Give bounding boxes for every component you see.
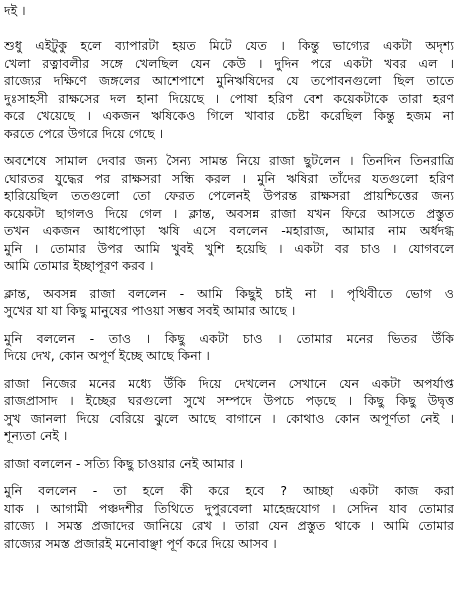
text-line: দই । — [4, 3, 26, 18]
paragraph-7 — [4, 455, 454, 473]
paragraph-gap — [4, 365, 454, 375]
text-line: তখন একজন আধপোড়া ঋষি এসে বললেন -মহারাজ, আমার নাম অর্ধদগ্ধ — [4, 223, 454, 238]
text-line: শূন্যতা নেই । — [4, 428, 68, 443]
text-line: যাক । আগামী পঞ্চদশীর তিথিতে দুপুরবেলা মাহেন্দ্রযোগ । সেদিন যাব তোমার — [4, 500, 454, 516]
text-line: অবশেষে সামাল দেবার জন্য সৈন্য সামন্ত নিয়ে রাজা ছুটলেন । তিনদিন তিনরাত্রি — [4, 153, 454, 168]
text-line: করতে পেরে উগরে দিয়ে গেছে । — [4, 125, 164, 141]
paragraph-4 — [4, 285, 454, 320]
paragraph-3 — [4, 152, 454, 275]
text-line: রাজপ্রাসাদ । ইচ্ছের ঘরগুলো সুখে সম্পদে উপচে পড়ছে । কিছু কিছু উদ্বৃত্ত — [4, 393, 454, 408]
text-line: দিয়ে দেখ, কোন অপূর্ণ ইচ্ছে আছে কিনা । — [4, 348, 210, 363]
text-line: রাজা নিজের মনের মধ্যে উঁকি দিয়ে দেখলেন সেখানে যেন একটা অপর্যাপ্ত — [4, 375, 454, 391]
paragraph-gap — [4, 20, 454, 38]
text-line: আমি তোমার ইচ্ছাপূরণ করব । — [4, 258, 154, 273]
text-line: করে খেয়েছে । একজন ঋষিকেও গিলে খাবার চেষ্টা করেছিল কিন্তু হজম না — [4, 108, 454, 123]
text-line: সুখের যা যা কিছু মানুষের পাওয়া সম্ভব সবই আমার আছে । — [4, 303, 296, 318]
text-line: খেলা রত্নাবলীর সঙ্গে খেলছিল যেন কেউ । দুদিন পরে একটা খবর এল । — [4, 55, 454, 71]
paragraph-5 — [4, 330, 454, 365]
paragraph-gap — [4, 142, 454, 152]
text-line: রাজ্যের সমস্ত প্রজারই মনোবাঞ্ছা পূর্ণ করে দিয়ে আসব । — [4, 535, 277, 551]
paragraph-1 — [4, 2, 454, 20]
text-line: ঘোরতর যুদ্ধের পর রাক্ষসরা সন্ধি করল । মুনি ঋষিরা তাঁদের যতগুলো হরিণ — [4, 170, 454, 186]
document-page — [4, 2, 454, 552]
paragraph-gap — [4, 275, 454, 285]
paragraph-2 — [4, 37, 454, 142]
paragraph-8 — [4, 482, 454, 552]
text-line: মুনি । তোমার উপর আমি খুবই খুশি হয়েছি । একটা বর চাও । যোগবলে — [4, 240, 454, 256]
text-line: রাজ্যে । সমস্ত প্রজাদের জানিয়ে রেখ । তারা যেন প্রস্তুত থাকে । আমি তোমার — [4, 518, 454, 533]
text-line: সুখ জানলা দিয়ে বেরিয়ে ঝুলে আছে বাগানে । কোথাও কোন অপূর্ণতা নেই । — [4, 410, 454, 426]
text-line: মুনি বললেন - তা হলে কী করে হবে ? আচ্ছা একটা কাজ করা — [4, 483, 454, 498]
text-line: শুধু এইটুকু হলে ব্যাপারটা হয়ত মিটে যেত । কিন্তু ভাগ্যের একটা অদৃশ্য — [4, 38, 454, 53]
text-line: ক্লান্ত, অবসন্ন রাজা বললেন - আমি কিছুই চাই না । পৃথিবীতে ভোগ ও — [4, 285, 454, 301]
text-line: কয়েকটা ছাগলও দিয়ে গেল । ক্লান্ত, অবসন্ন রাজা যখন ফিরে আসতে প্রস্তুত — [4, 205, 454, 221]
text-line: দুঃসাহসী রাক্ষসের দল হানা দিয়েছে । পোষা হরিণ বেশ কয়েকটাকে তারা হরণ — [4, 90, 454, 106]
text-line: রাজা বললেন - সত্যি কিছু চাওয়ার নেই আমার । — [4, 455, 244, 471]
paragraph-gap — [4, 472, 454, 482]
paragraph-gap — [4, 320, 454, 330]
text-line: রাজ্যের দক্ষিণে জঙ্গলের আশেপাশে মুনিঋষিদের যে তপোবনগুলো ছিল তাতে — [4, 73, 454, 88]
paragraph-6 — [4, 375, 454, 445]
text-line: হারিয়েছিল ততগুলো তো ফেরত পেলেনই উপরন্ত রাক্ষসরা প্রায়শ্চিত্তের জন্য — [4, 188, 454, 203]
text-line: মুনি বললেন - তাও । কিছু একটা চাও । তোমার মনের ভিতর উঁকি — [4, 330, 454, 346]
paragraph-gap — [4, 445, 454, 455]
